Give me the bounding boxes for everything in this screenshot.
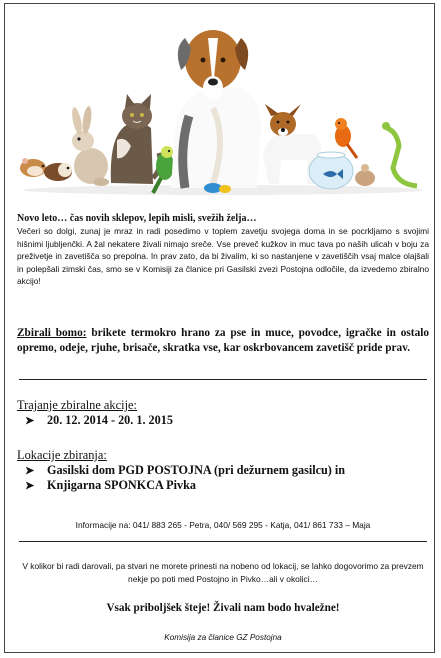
intro-body: Večeri so dolgi, zunaj je mraz in radi posedimo v toplem zavetju svojega doma in se pocrkljamo s svojimi hišnimi ljubljenčki. A žal nekatere živali nimajo sreče. Vse preveč kužkov in muc tava po naših ulicah v boju za preživetje in zavetišča so prepolna. In prav zato, da bi živalim, ki so nastanjene v zavetiščih vsaj malce olajšali in polepšali zimski čas, smo se v Komisiji za članice pri Gasilski zvezi Postojna odločile, da izvedemo zbiralno akcijo!	[17, 226, 429, 287]
hamster-icon	[20, 158, 46, 177]
ferret-icon	[355, 164, 375, 186]
location-item	[25, 478, 429, 493]
location-item	[25, 463, 429, 478]
rabbit-icon	[70, 106, 109, 186]
collect-label: Zbirali bomo:	[17, 327, 87, 339]
arrow-bullet-icon: ➤	[25, 465, 35, 477]
duration-dates: 20. 12. 2014 - 20. 1. 2015	[47, 413, 173, 427]
flyer-page	[4, 3, 435, 653]
duration-dates-item	[25, 413, 429, 428]
intro-title: Novo leto… čas novih sklepov, lepih misli, svežih želja…	[17, 213, 257, 224]
duration-title: Trajanje zbiralne akcije:	[17, 398, 137, 412]
guinea-pig-icon	[44, 163, 72, 181]
pickup-note: V kolikor bi radi darovali, pa stvari ne morete prinesti na nobeno od lokacij, se lahko dogovorimo za prevzem nekje po poti med Postojno in Pivko…ali v okolici…	[22, 561, 424, 584]
lizard-icon	[382, 122, 417, 186]
fishbowl-icon	[309, 152, 353, 189]
divider	[19, 541, 427, 542]
collect-section	[17, 326, 429, 355]
shepherd-dog-icon	[171, 30, 261, 188]
collect-items: brikete termokro hrano za pse in muce, povodce, igračke in ostalo opremo, odeje, rjuhe, brisače, skratka vse, kar oskrbovancem zavetišč pride prav.	[17, 327, 430, 354]
arrow-bullet-icon: ➤	[25, 415, 35, 427]
thanks-line: Vsak priboljšek šteje! Živali nam bodo hvaležne!	[106, 602, 340, 614]
arrow-bullet-icon: ➤	[25, 480, 35, 492]
signature: Komisija za članice GZ Postojna	[164, 633, 282, 642]
location-label: Gasilski dom PGD POSTOJNA (pri dežurnem gasilcu) in	[47, 463, 346, 477]
contact-info: Informacije na: 041/ 883 265 - Petra, 040/ 569 295 - Katja, 041/ 861 733 – Maja	[75, 520, 371, 530]
divider	[19, 379, 427, 380]
duration-section	[17, 398, 429, 428]
locations-section	[17, 448, 429, 493]
cat-icon	[111, 94, 160, 184]
location-label: Knjigarna SPONKCA Pivka	[47, 478, 196, 492]
locations-title: Lokacije zbiranja:	[17, 448, 107, 462]
pets-illustration	[13, 8, 428, 198]
